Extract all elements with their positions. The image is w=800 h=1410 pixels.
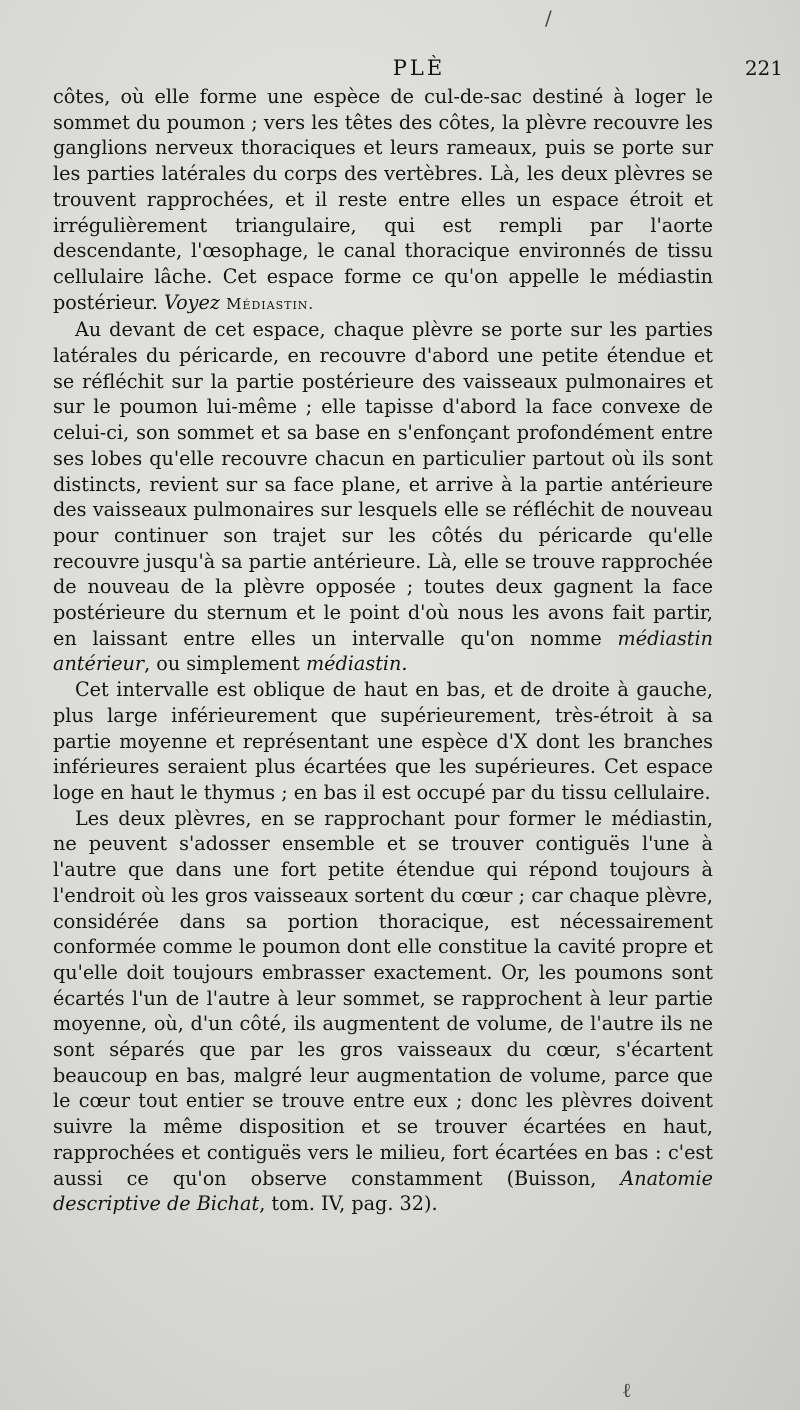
term-mediastin-anterieur: médiastin antérieur bbox=[53, 626, 713, 676]
margin-mark-bottom: ℓ bbox=[622, 1378, 632, 1402]
paragraph-4 bbox=[53, 806, 713, 1217]
body-text bbox=[53, 84, 713, 1217]
running-head: PLÈ bbox=[392, 56, 446, 80]
paragraph-4-text: Les deux plèvres, en se rapprochant pour former le médiastin, ne peuvent s'adosser ensemble et se trouver contiguës l'une à l'autre que dans une fort petite étendue qui répond toujours à l'endroit où les gros vaisseaux sortent du cœur ; car chaque plèvre, considérée dans sa portion thoracique, est nécessairement conformée comme le poumon dont elle constitue la cavité propre et qu'elle doit toujours embrasser exactement. Or, les poumons sont écartés l'un de l'autre à leur sommet, se rapprochent à leur partie moyenne, où, d'un côté, ils augmentent de volume, de l'autre ils ne sont séparés que par les gros vaisseaux du cœur, s'écartent beaucoup en bas, malgré leur augmentation de volume, parce que le cœur tout entier se trouve entre eux ; donc les plèvres doivent suivre la même disposition et se trouver écartées en haut, rapprochées et contiguës vers le milieu, fort écartées en bas : c'est aussi ce qu'on observe constamment (Buisson, bbox=[53, 806, 713, 1190]
paragraph-1 bbox=[53, 84, 713, 317]
paragraph-3: Cet intervalle est oblique de haut en bas, et de droite à gauche, plus large inférieurement que supérieurement, très-étroit à sa partie moyenne et représentant une espèce d'X dont les branches inférieures seraient plus écartées que les supérieures. Cet espace loge en haut le thymus ; en bas il est occupé par du tissu cellulaire. bbox=[53, 678, 713, 804]
term-mediastin: médiastin. bbox=[305, 652, 408, 676]
page-number: 221 bbox=[744, 56, 783, 80]
citation-title: Anatomie descriptive de Bichat bbox=[53, 1166, 713, 1216]
cross-reference: Médiastin. bbox=[226, 294, 315, 313]
voyez-label: Voyez bbox=[164, 290, 220, 314]
paragraph-2-text: Au devant de cet espace, chaque plèvre se porte sur les parties latérales du péricarde, en recouvre d'abord une petite étendue et se réfléchit sur la partie postérieure des vaisseaux pulmonaires et sur le poumon lui-même ; elle tapisse d'abord la face convexe de celui-ci, son sommet et sa base en s'enfonçant profondément entre ses lobes qu'elle recouvre chacun en particulier partout où ils sont distincts, revient sur sa face plane, et arrive à la partie antérieure des vaisseaux pulmonaires sur lesquels elle se réfléchit de nouveau pour continuer son trajet sur les côtés du péricarde qu'elle recouvre jusqu'à sa partie antérieure. Là, elle se trouve rapprochée de nouveau de la plèvre opposée ; toutes deux gagnent la face postérieure du sternum et le point d'où nous les avons fait partir, en laissant entre elles un intervalle qu'on nomme bbox=[53, 318, 714, 650]
citation-details: , tom. IV, pag. 32). bbox=[259, 1192, 438, 1216]
margin-mark-top: / bbox=[545, 6, 552, 30]
paragraph-1-text: côtes, où elle forme une espèce de cul-de-sac destiné à loger le sommet du poumon ; vers les têtes des côtes, la plèvre recouvre les ganglions nerveux thoraciques et leurs rameaux, puis se porte sur les parties latérales du corps des vertèbres. Là, les deux plèvres se trouvent rapprochées, et il reste entre elles un espace étroit et irrégulièrement triangulaire, qui est rempli par l'aorte descendante, l'œsophage, le canal thoracique environnés de tissu cellulaire lâche. Cet espace forme ce qu'on appelle le médiastin postérieur. bbox=[53, 85, 713, 314]
paragraph-2-text-b: , ou simplement bbox=[144, 652, 306, 676]
paragraph-2 bbox=[53, 317, 713, 677]
